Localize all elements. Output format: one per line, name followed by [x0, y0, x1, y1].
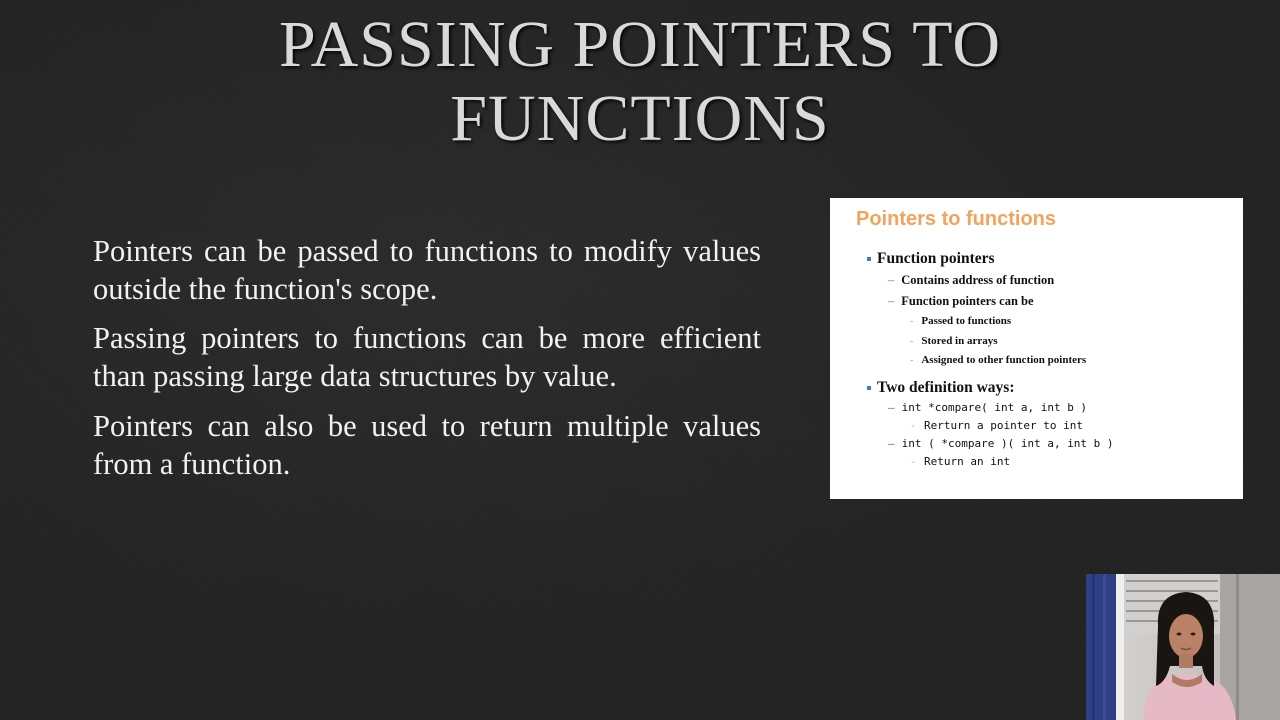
- slide-body: [93, 232, 761, 494]
- inset-subsubitem: [910, 351, 1243, 371]
- inset-heading-1: Function pointers: [877, 250, 995, 267]
- inset-code-text: int *compare( int a, int b ): [901, 401, 1088, 415]
- inset-code-note: [910, 453, 1243, 472]
- inset-subitem: [888, 291, 1243, 312]
- presenter-webcam: [1086, 574, 1280, 720]
- inset-subsubitem-text: Passed to functions: [921, 315, 1012, 328]
- inset-code-line: [888, 435, 1243, 453]
- square-bullet-icon: [867, 257, 871, 261]
- dash-bullet-icon: –: [888, 294, 895, 309]
- body-paragraph-2: Passing pointers to functions can be more efficient than passing large data structures by value.: [93, 321, 761, 394]
- body-paragraph-3: Pointers can also be used to return multiple values from a function.: [93, 408, 761, 481]
- inset-code-note-text: Rerturn a pointer to int: [924, 418, 1083, 432]
- inset-code-note-text: Return an int: [924, 454, 1011, 468]
- inset-subsubitem-text: Stored in arrays: [921, 334, 998, 347]
- slide-title-line-1: PASSING POINTERS TO: [279, 8, 1001, 81]
- inset-code-line: [888, 399, 1243, 417]
- dash-bullet-icon: –: [888, 401, 895, 415]
- slide-title: [140, 8, 1140, 156]
- inset-subitem: [888, 270, 1243, 291]
- dash-bullet-icon: -: [910, 456, 917, 468]
- dash-bullet-icon: –: [888, 273, 895, 288]
- dash-bullet-icon: -: [910, 335, 914, 347]
- square-bullet-icon: [867, 386, 871, 390]
- inset-slide-image: [830, 198, 1243, 499]
- inset-code-note: [910, 417, 1243, 436]
- inset-code-text: int ( *compare )( int a, int b ): [901, 437, 1114, 451]
- body-paragraph-1: Pointers can be passed to functions to modify values outside the function's scope.: [93, 234, 761, 307]
- inset-subitem-text: Contains address of function: [901, 273, 1055, 288]
- inset-subsubitem-text: Assigned to other function pointers: [921, 354, 1087, 367]
- presenter-video-icon: [1086, 574, 1280, 720]
- inset-bullet-definition-ways: [867, 377, 1243, 399]
- dash-bullet-icon: -: [910, 420, 917, 432]
- dash-bullet-icon: -: [910, 355, 914, 367]
- slide-title-line-2: FUNCTIONS: [450, 81, 830, 155]
- inset-subsubitem: [910, 312, 1243, 332]
- dash-bullet-icon: –: [888, 437, 895, 451]
- dash-bullet-icon: -: [910, 316, 914, 328]
- inset-bullet-function-pointers: [867, 248, 1243, 270]
- inset-heading-2: Two definition ways:: [877, 378, 1015, 396]
- inset-title: Pointers to functions: [856, 208, 1056, 230]
- inset-subsubitem: [910, 332, 1243, 352]
- inset-subitem-text: Function pointers can be: [901, 294, 1034, 309]
